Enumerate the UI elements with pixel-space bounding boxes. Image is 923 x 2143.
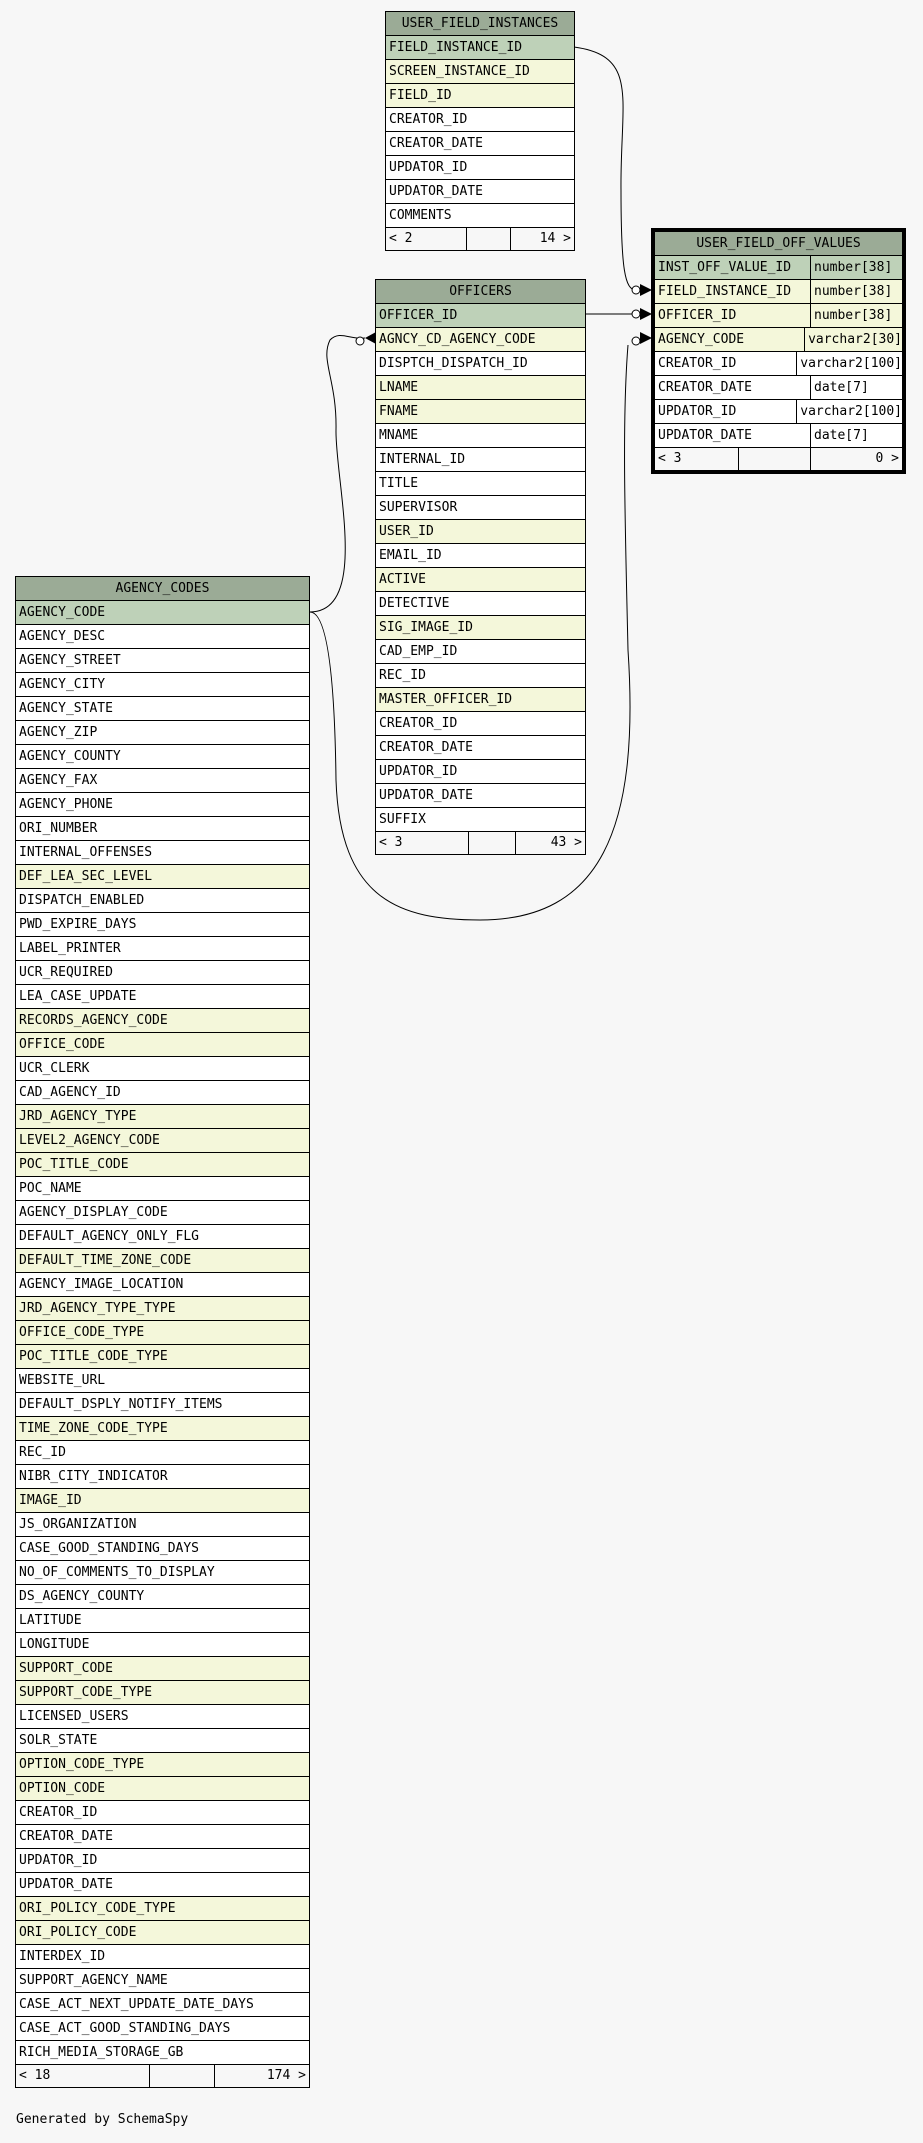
column-name: CREATOR_DATE	[19, 1829, 113, 1844]
table-row[interactable]	[386, 36, 574, 60]
column-type: date[7]	[810, 376, 902, 399]
column-name: UCR_REQUIRED	[19, 965, 113, 980]
table-row[interactable]	[16, 601, 309, 625]
column-name: SUPPORT_AGENCY_NAME	[19, 1973, 168, 1988]
table-row[interactable]	[16, 1825, 309, 1849]
table-row[interactable]	[16, 745, 309, 769]
table-row[interactable]	[16, 1537, 309, 1561]
table-row[interactable]	[376, 712, 585, 736]
column-name: SOLR_STATE	[19, 1733, 98, 1748]
table-row[interactable]	[386, 180, 574, 204]
table-row[interactable]	[16, 1633, 309, 1657]
column-name: UCR_CLERK	[19, 1061, 90, 1076]
column-name: ACTIVE	[379, 572, 426, 587]
column-name: AGENCY_DISPLAY_CODE	[19, 1205, 168, 1220]
rel-field-instance	[574, 47, 636, 290]
column-name: AGENCY_STREET	[19, 653, 121, 668]
table-row[interactable]	[376, 640, 585, 664]
column-name: ORI_POLICY_CODE	[19, 1925, 137, 1940]
table-row[interactable]	[655, 376, 902, 400]
table-row[interactable]	[655, 304, 902, 328]
column-name: FNAME	[379, 404, 419, 419]
column-name: ORI_NUMBER	[19, 821, 98, 836]
column-name: DS_AGENCY_COUNTY	[19, 1589, 145, 1604]
table-footer	[376, 832, 585, 854]
column-name: SCREEN_INSTANCE_ID	[389, 64, 530, 79]
table-row[interactable]	[16, 1513, 309, 1537]
table-row[interactable]	[16, 1969, 309, 1993]
table-row[interactable]	[16, 1849, 309, 1873]
column-name: AGENCY_IMAGE_LOCATION	[19, 1277, 184, 1292]
column-name: UPDATOR_ID	[658, 404, 737, 419]
column-name: CREATOR_ID	[19, 1805, 98, 1820]
column-name: CREATOR_ID	[379, 716, 458, 731]
column-name: UPDATOR_ID	[379, 764, 458, 779]
footer-children: 0 >	[875, 451, 899, 466]
table-row[interactable]	[16, 1753, 309, 1777]
table-row[interactable]	[376, 760, 585, 784]
column-name: UPDATOR_ID	[389, 160, 468, 175]
column-name: POC_TITLE_CODE_TYPE	[19, 1349, 168, 1364]
table-row[interactable]	[376, 808, 585, 832]
table-row[interactable]	[16, 1369, 309, 1393]
column-name: POC_NAME	[19, 1181, 82, 1196]
column-name: POC_TITLE_CODE	[19, 1157, 129, 1172]
column-name: AGENCY_COUNTY	[19, 749, 121, 764]
column-name: NO_OF_COMMENTS_TO_DISPLAY	[19, 1565, 215, 1580]
column-name: LEA_CASE_UPDATE	[19, 989, 137, 1004]
column-name: INST_OFF_VALUE_ID	[658, 260, 792, 275]
footer-parents: < 3	[658, 451, 682, 466]
table-row[interactable]	[376, 568, 585, 592]
table-row[interactable]	[376, 496, 585, 520]
table-row[interactable]	[16, 1873, 309, 1897]
table-row[interactable]	[386, 108, 574, 132]
table-row[interactable]	[16, 1153, 309, 1177]
table-row[interactable]	[16, 1945, 309, 1969]
table-row[interactable]	[376, 424, 585, 448]
column-name: WEBSITE_URL	[19, 1373, 106, 1388]
table-user-field-instances[interactable]	[385, 11, 575, 251]
table-row[interactable]	[16, 1417, 309, 1441]
column-type: number[38]	[810, 256, 902, 279]
table-row[interactable]	[376, 520, 585, 544]
table-row[interactable]	[386, 84, 574, 108]
table-row[interactable]	[16, 673, 309, 697]
table-row[interactable]	[16, 721, 309, 745]
column-name: CREATOR_DATE	[389, 136, 483, 151]
table-row[interactable]	[16, 937, 309, 961]
table-row[interactable]	[16, 1081, 309, 1105]
column-name: AGENCY_CITY	[19, 677, 106, 692]
table-row[interactable]	[376, 616, 585, 640]
table-footer	[655, 448, 902, 470]
column-name: DISPTCH_DISPATCH_ID	[379, 356, 528, 371]
table-officers[interactable]	[375, 279, 586, 855]
table-row[interactable]	[16, 865, 309, 889]
column-name: RECORDS_AGENCY_CODE	[19, 1013, 168, 1028]
table-row[interactable]	[376, 784, 585, 808]
column-name: AGENCY_FAX	[19, 773, 98, 788]
table-row[interactable]	[16, 625, 309, 649]
column-name: CREATOR_ID	[389, 112, 468, 127]
column-name: NIBR_CITY_INDICATOR	[19, 1469, 168, 1484]
column-name: DEFAULT_DSPLY_NOTIFY_ITEMS	[19, 1397, 223, 1412]
column-name: TIME_ZONE_CODE_TYPE	[19, 1421, 168, 1436]
column-name: UPDATOR_ID	[19, 1853, 98, 1868]
column-name: AGENCY_DESC	[19, 629, 106, 644]
table-row[interactable]	[16, 817, 309, 841]
column-name: REC_ID	[19, 1445, 66, 1460]
column-name: INTERDEX_ID	[19, 1949, 106, 1964]
column-type: varchar2[100]	[796, 352, 902, 375]
column-type: number[38]	[810, 280, 902, 303]
column-name: DISPATCH_ENABLED	[19, 893, 145, 908]
table-row[interactable]	[16, 1465, 309, 1489]
column-name: SIG_IMAGE_ID	[379, 620, 473, 635]
column-name: REC_ID	[379, 668, 426, 683]
table-row[interactable]	[16, 1129, 309, 1153]
column-name: LONGITUDE	[19, 1637, 90, 1652]
column-name: MASTER_OFFICER_ID	[379, 692, 513, 707]
column-name: TITLE	[379, 476, 419, 491]
column-name: DETECTIVE	[379, 596, 450, 611]
table-row[interactable]	[376, 736, 585, 760]
table-row[interactable]	[16, 1801, 309, 1825]
column-name: UPDATOR_DATE	[658, 428, 752, 443]
table-user-field-off-values[interactable]	[651, 228, 906, 474]
column-name: COMMENTS	[389, 208, 452, 223]
column-name: OFFICE_CODE_TYPE	[19, 1325, 145, 1340]
table-header[interactable]: USER_FIELD_OFF_VALUES	[655, 232, 902, 256]
footer-spacer	[149, 2065, 215, 2087]
column-name: OPTION_CODE	[19, 1781, 106, 1796]
table-row[interactable]	[16, 793, 309, 817]
table-row[interactable]	[16, 1729, 309, 1753]
table-row[interactable]	[16, 913, 309, 937]
table-header[interactable]: OFFICERS	[376, 280, 585, 304]
column-name: LATITUDE	[19, 1613, 82, 1628]
table-row[interactable]	[655, 256, 902, 280]
column-name: LNAME	[379, 380, 419, 395]
column-name: INTERNAL_ID	[379, 452, 466, 467]
table-row[interactable]	[16, 1681, 309, 1705]
column-name: ORI_POLICY_CODE_TYPE	[19, 1901, 176, 1916]
table-row[interactable]	[16, 1585, 309, 1609]
column-name: MNAME	[379, 428, 419, 443]
column-name: UPDATOR_DATE	[379, 788, 473, 803]
column-name: EMAIL_ID	[379, 548, 442, 563]
table-row[interactable]	[16, 697, 309, 721]
column-name: CASE_ACT_NEXT_UPDATE_DATE_DAYS	[19, 1997, 254, 2012]
column-name: DEF_LEA_SEC_LEVEL	[19, 869, 153, 884]
table-row[interactable]	[376, 304, 585, 328]
column-name: SUPERVISOR	[379, 500, 458, 515]
table-row[interactable]	[16, 1105, 309, 1129]
table-row[interactable]	[16, 1489, 309, 1513]
table-row[interactable]	[16, 961, 309, 985]
column-name: CASE_GOOD_STANDING_DAYS	[19, 1541, 200, 1556]
column-name: LABEL_PRINTER	[19, 941, 121, 956]
column-name: AGENCY_ZIP	[19, 725, 98, 740]
column-name: UPDATOR_DATE	[19, 1877, 113, 1892]
column-name: FIELD_INSTANCE_ID	[389, 40, 523, 55]
table-row[interactable]	[376, 472, 585, 496]
table-row[interactable]	[655, 352, 902, 376]
table-row[interactable]	[376, 448, 585, 472]
table-row[interactable]	[16, 1201, 309, 1225]
column-name: SUFFIX	[379, 812, 426, 827]
table-header[interactable]: AGENCY_CODES	[16, 577, 309, 601]
table-agency-codes[interactable]	[15, 576, 310, 2088]
table-row[interactable]	[16, 1561, 309, 1585]
table-row[interactable]	[16, 769, 309, 793]
table-row[interactable]	[376, 328, 585, 352]
column-name: OPTION_CODE_TYPE	[19, 1757, 145, 1772]
table-row[interactable]	[376, 544, 585, 568]
column-name: SUPPORT_CODE_TYPE	[19, 1685, 153, 1700]
table-row[interactable]	[16, 1777, 309, 1801]
table-row[interactable]	[16, 2041, 309, 2065]
column-type: varchar2[100]	[796, 400, 902, 423]
table-row[interactable]	[376, 592, 585, 616]
column-name: USER_ID	[379, 524, 434, 539]
column-type: number[38]	[810, 304, 902, 327]
table-row[interactable]	[386, 60, 574, 84]
table-row[interactable]	[376, 376, 585, 400]
table-row[interactable]	[16, 1921, 309, 1945]
table-row[interactable]	[655, 280, 902, 304]
table-row[interactable]	[655, 328, 902, 352]
table-row[interactable]	[16, 1609, 309, 1633]
column-name: FIELD_INSTANCE_ID	[658, 284, 792, 299]
footer-spacer	[738, 448, 811, 470]
column-name: CREATOR_DATE	[658, 380, 752, 395]
table-row[interactable]	[376, 352, 585, 376]
column-name: INTERNAL_OFFENSES	[19, 845, 153, 860]
table-row[interactable]	[16, 841, 309, 865]
table-row[interactable]	[386, 156, 574, 180]
column-name: CASE_ACT_GOOD_STANDING_DAYS	[19, 2021, 231, 2036]
column-name: AGENCY_PHONE	[19, 797, 113, 812]
column-name: CAD_EMP_ID	[379, 644, 458, 659]
table-footer	[16, 2065, 309, 2087]
table-row[interactable]	[16, 1657, 309, 1681]
column-name: SUPPORT_CODE	[19, 1661, 113, 1676]
table-row[interactable]	[655, 400, 902, 424]
column-name: LICENSED_USERS	[19, 1709, 129, 1724]
column-type: varchar2[30]	[804, 328, 902, 351]
table-row[interactable]	[16, 985, 309, 1009]
table-row[interactable]	[655, 424, 902, 448]
table-row[interactable]	[16, 1273, 309, 1297]
footer-children: 14 >	[539, 231, 571, 246]
column-name: CREATOR_ID	[658, 356, 737, 371]
table-row[interactable]	[16, 1705, 309, 1729]
table-row[interactable]	[16, 1297, 309, 1321]
column-name: DEFAULT_AGENCY_ONLY_FLG	[19, 1229, 200, 1244]
column-name: IMAGE_ID	[19, 1493, 82, 1508]
column-name: FIELD_ID	[389, 88, 452, 103]
footer-parents: < 3	[379, 835, 403, 850]
footer-parents: < 2	[389, 231, 413, 246]
table-row[interactable]	[376, 664, 585, 688]
table-row[interactable]	[16, 1009, 309, 1033]
table-row[interactable]	[16, 1321, 309, 1345]
column-name: PWD_EXPIRE_DAYS	[19, 917, 137, 932]
table-row[interactable]	[16, 1033, 309, 1057]
column-name: JRD_AGENCY_TYPE	[19, 1109, 137, 1124]
column-name: DEFAULT_TIME_ZONE_CODE	[19, 1253, 192, 1268]
table-row[interactable]	[16, 1897, 309, 1921]
column-name: OFFICER_ID	[658, 308, 737, 323]
table-row[interactable]	[16, 889, 309, 913]
generated-by-text: Generated by SchemaSpy	[16, 2112, 189, 2127]
footer-spacer	[468, 832, 516, 854]
column-name: JS_ORGANIZATION	[19, 1517, 137, 1532]
table-row[interactable]	[386, 204, 574, 228]
column-name: UPDATOR_DATE	[389, 184, 483, 199]
column-type: date[7]	[810, 424, 902, 447]
table-row[interactable]	[16, 1057, 309, 1081]
table-row[interactable]	[16, 1225, 309, 1249]
column-name: AGENCY_CODE	[658, 332, 745, 347]
table-row[interactable]	[16, 1441, 309, 1465]
table-row[interactable]	[16, 1177, 309, 1201]
table-row[interactable]	[16, 2017, 309, 2041]
column-name: RICH_MEDIA_STORAGE_GB	[19, 2045, 184, 2060]
table-header[interactable]: USER_FIELD_INSTANCES	[386, 12, 574, 36]
footer-spacer	[466, 228, 511, 250]
table-row[interactable]	[16, 1345, 309, 1369]
footer-children: 174 >	[266, 2068, 306, 2083]
column-name: CREATOR_DATE	[379, 740, 473, 755]
table-row[interactable]	[16, 1393, 309, 1417]
column-name: AGNCY_CD_AGENCY_CODE	[379, 332, 536, 347]
footer-children: 43 >	[550, 835, 582, 850]
column-name: OFFICER_ID	[379, 308, 458, 323]
table-row[interactable]	[386, 132, 574, 156]
table-row[interactable]	[16, 649, 309, 673]
column-name: JRD_AGENCY_TYPE_TYPE	[19, 1301, 176, 1316]
column-name: OFFICE_CODE	[19, 1037, 106, 1052]
table-row[interactable]	[16, 1249, 309, 1273]
column-name: LEVEL2_AGENCY_CODE	[19, 1133, 160, 1148]
table-row[interactable]	[376, 688, 585, 712]
footer-parents: < 18	[19, 2068, 51, 2083]
column-name: CAD_AGENCY_ID	[19, 1085, 121, 1100]
table-footer	[386, 228, 574, 250]
table-row[interactable]	[16, 1993, 309, 2017]
column-name: AGENCY_CODE	[19, 605, 106, 620]
column-name: AGENCY_STATE	[19, 701, 113, 716]
table-row[interactable]	[376, 400, 585, 424]
